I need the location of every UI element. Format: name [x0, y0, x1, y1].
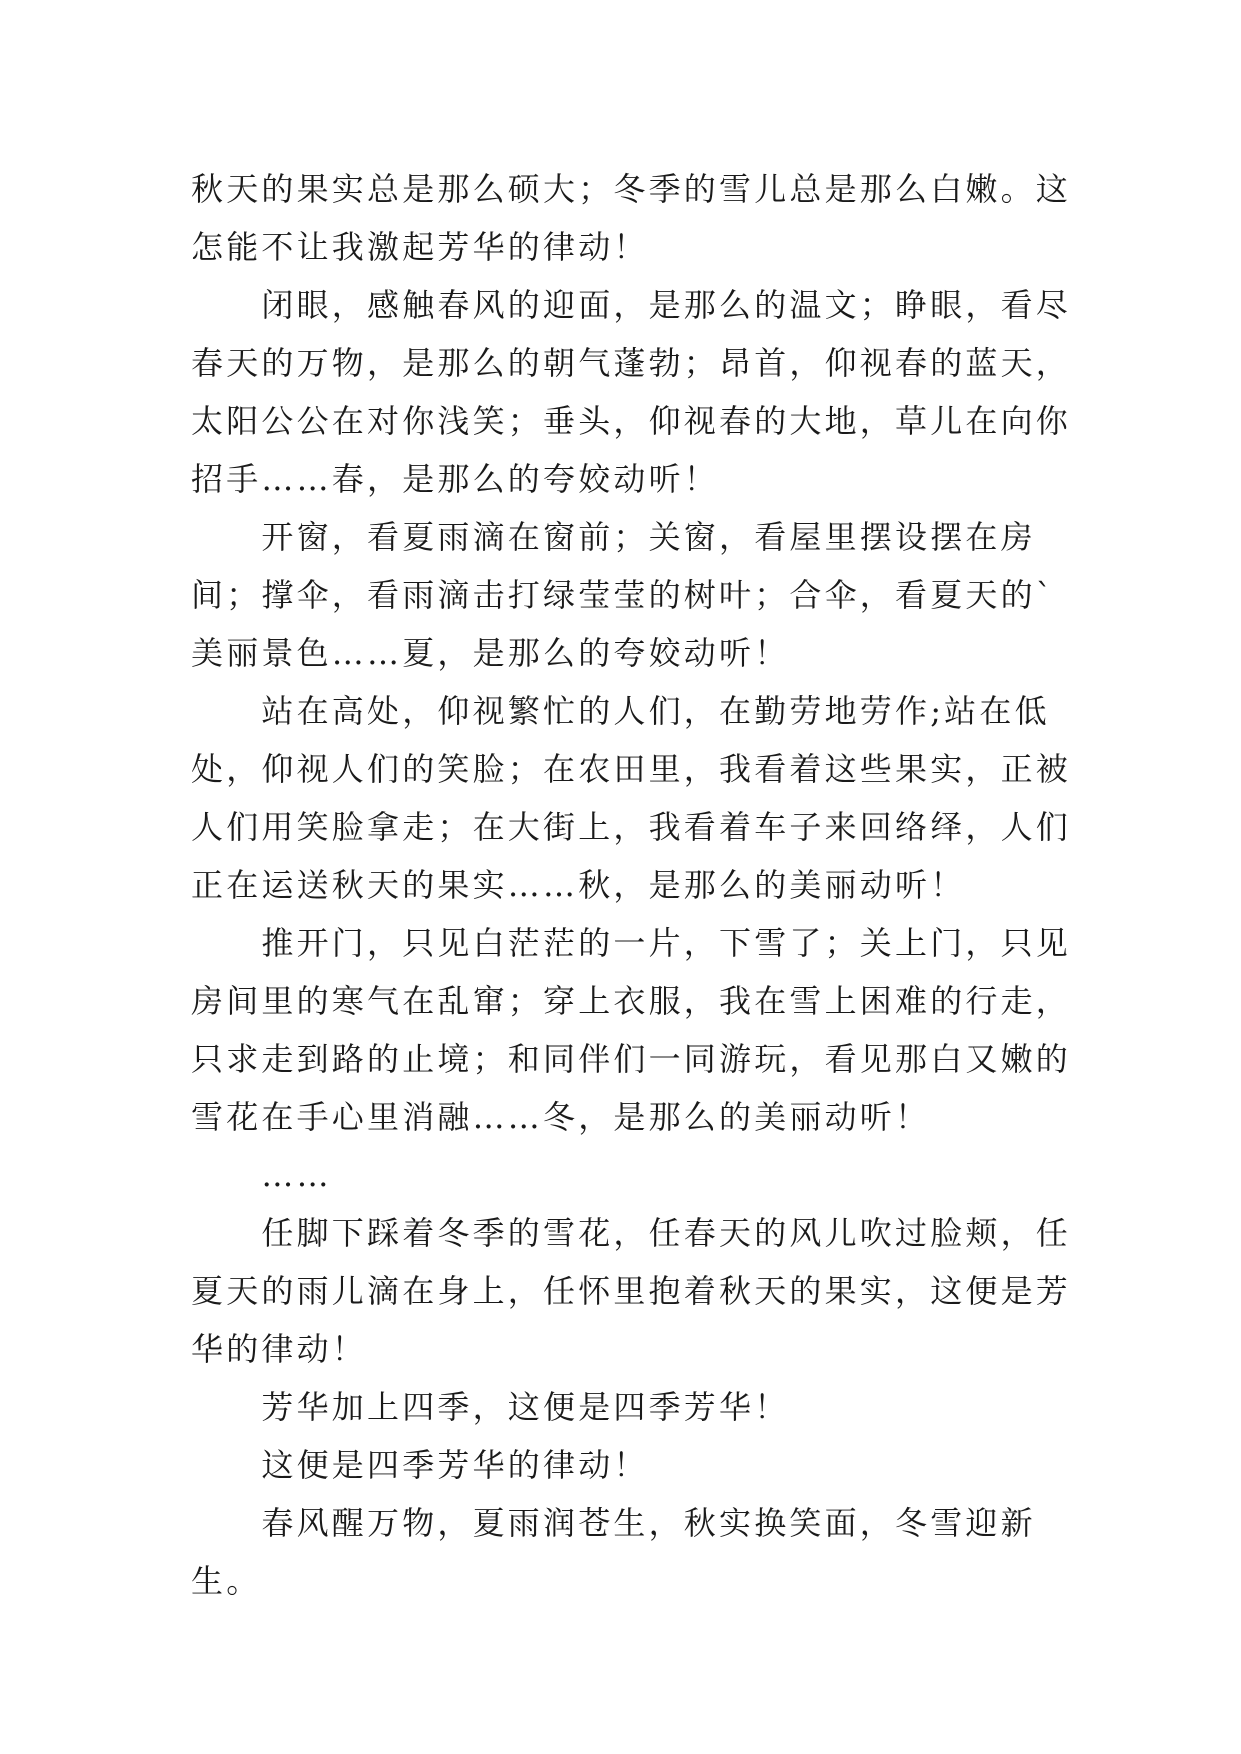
paragraph-summer: 开窗，看夏雨滴在窗前；关窗，看屋里摆设摆在房间；撑伞，看雨滴击打绿莹莹的树叶；合伞，看夏天的`美丽景色……夏，是那么的夸姣动听！ [191, 518, 1056, 672]
paragraph-rhythm: 任脚下踩着冬季的雪花，任春天的风儿吹过脸颊，任夏天的雨儿滴在身上，任怀里抱着秋天的果实，这便是芳华的律动！ [191, 1214, 1072, 1368]
paragraph-ellipsis: …… [261, 1156, 332, 1194]
paragraph-winter: 推开门，只见白茫茫的一片，下雪了；关上门，只见房间里的寒气在乱窜；穿上衣服，我在雪上困难的行走，只求走到路的止境；和同伴们一同游玩，看见那白又嫩的雪花在手心里消融……冬，是那么的美丽动听！ [191, 924, 1072, 1136]
paragraph-closing-verse: 春风醒万物，夏雨润苍生，秋实换笑面，冬雪迎新生。 [191, 1504, 1036, 1600]
paragraph-spring: 闭眼，感触春风的迎面，是那么的温文；睁眼，看尽春天的万物，是那么的朝气蓬勃；昂首，仰视春的蓝天，太阳公公在对你浅笑；垂头，仰视春的大地，草儿在向你招手……春，是那么的夸姣动听！ [191, 286, 1072, 498]
paragraph-continuation: 秋天的果实总是那么硕大；冬季的雪儿总是那么白嫩。这怎能不让我激起芳华的律动！ [191, 170, 1072, 266]
document-body [191, 160, 1071, 1610]
paragraph-four-seasons-rhythm: 这便是四季芳华的律动！ [261, 1446, 649, 1484]
paragraph-four-seasons: 芳华加上四季，这便是四季芳华！ [261, 1388, 790, 1426]
paragraph-autumn: 站在高处，仰视繁忙的人们，在勤劳地劳作;站在低处，仰视人们的笑脸；在农田里，我看着这些果实，正被人们用笑脸拿走；在大街上，我看着车子来回络绎，人们正在运送秋天的果实……秋，是那么的美丽动听！ [191, 692, 1072, 904]
